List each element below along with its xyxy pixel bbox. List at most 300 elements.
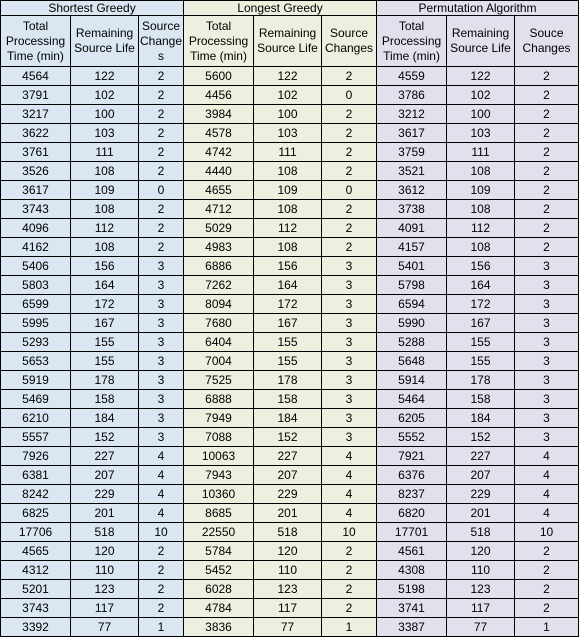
- table-cell: 0: [322, 181, 377, 200]
- table-cell: 2: [322, 238, 377, 257]
- table-cell: 201: [254, 504, 322, 523]
- table-cell: 4: [322, 504, 377, 523]
- table-cell: 158: [447, 390, 515, 409]
- table-cell: 2: [139, 219, 184, 238]
- table-cell: 4308: [377, 561, 447, 580]
- table-cell: 152: [71, 428, 139, 447]
- table-cell: 7680: [184, 314, 254, 333]
- table-cell: 5914: [377, 371, 447, 390]
- table-row: [1, 333, 579, 352]
- table-cell: 3: [139, 428, 184, 447]
- table-row: [1, 124, 579, 143]
- table-cell: 3984: [184, 105, 254, 124]
- table-cell: 2: [322, 542, 377, 561]
- table-cell: 518: [254, 523, 322, 542]
- table-cell: 178: [254, 371, 322, 390]
- table-cell: 122: [447, 67, 515, 86]
- table-cell: 3387: [377, 618, 447, 637]
- table-cell: 158: [254, 390, 322, 409]
- group-shortest-greedy: Shortest Greedy: [1, 1, 184, 16]
- table-cell: 167: [447, 314, 515, 333]
- table-row: [1, 295, 579, 314]
- table-cell: 6381: [1, 466, 71, 485]
- table-cell: 5648: [377, 352, 447, 371]
- table-cell: 2: [139, 542, 184, 561]
- table-cell: 3: [515, 371, 579, 390]
- table-cell: 184: [447, 409, 515, 428]
- table-cell: 109: [71, 181, 139, 200]
- table-cell: 100: [254, 105, 322, 124]
- table-cell: 172: [254, 295, 322, 314]
- table-cell: 4456: [184, 86, 254, 105]
- table-row: [1, 561, 579, 580]
- table-cell: 5557: [1, 428, 71, 447]
- table-cell: 110: [71, 561, 139, 580]
- table-cell: 10360: [184, 485, 254, 504]
- table-cell: 2: [139, 238, 184, 257]
- table-cell: 3: [322, 295, 377, 314]
- table-cell: 5653: [1, 352, 71, 371]
- table-cell: 2: [322, 143, 377, 162]
- table-row: [1, 390, 579, 409]
- table-cell: 167: [254, 314, 322, 333]
- table-cell: 108: [71, 238, 139, 257]
- table-cell: 5990: [377, 314, 447, 333]
- table-row: [1, 181, 579, 200]
- table-cell: 5293: [1, 333, 71, 352]
- table-cell: 5803: [1, 276, 71, 295]
- table-row: [1, 200, 579, 219]
- table-cell: 2: [515, 181, 579, 200]
- table-cell: 2: [139, 561, 184, 580]
- table-cell: 3392: [1, 618, 71, 637]
- table-cell: 4: [322, 466, 377, 485]
- table-row: [1, 409, 579, 428]
- table-cell: 111: [254, 143, 322, 162]
- table-cell: 109: [254, 181, 322, 200]
- table-cell: 5401: [377, 257, 447, 276]
- table-cell: 4559: [377, 67, 447, 86]
- table-cell: 4: [515, 466, 579, 485]
- table-cell: 3786: [377, 86, 447, 105]
- table-cell: 229: [71, 485, 139, 504]
- table-cell: 7921: [377, 447, 447, 466]
- table-cell: 152: [254, 428, 322, 447]
- table-cell: 7004: [184, 352, 254, 371]
- table-cell: 2: [515, 124, 579, 143]
- table-cell: 3617: [377, 124, 447, 143]
- table-cell: 3738: [377, 200, 447, 219]
- column-header: Remaining Source Life: [254, 16, 322, 67]
- table-cell: 3622: [1, 124, 71, 143]
- table-cell: 5288: [377, 333, 447, 352]
- table-cell: 4: [515, 504, 579, 523]
- table-cell: 4: [139, 466, 184, 485]
- table-cell: 103: [447, 124, 515, 143]
- table-cell: 2: [322, 561, 377, 580]
- table-cell: 3: [515, 390, 579, 409]
- table-cell: 3761: [1, 143, 71, 162]
- table-cell: 3: [515, 352, 579, 371]
- table-cell: 120: [447, 542, 515, 561]
- group-longest-greedy: Longest Greedy: [184, 1, 377, 16]
- table-cell: 2: [515, 580, 579, 599]
- table-cell: 122: [71, 67, 139, 86]
- table-cell: 5552: [377, 428, 447, 447]
- table-cell: 172: [71, 295, 139, 314]
- table-cell: 155: [447, 333, 515, 352]
- table-cell: 102: [254, 86, 322, 105]
- table-cell: 3: [322, 276, 377, 295]
- table-cell: 2: [322, 219, 377, 238]
- table-cell: 4712: [184, 200, 254, 219]
- table-cell: 3: [139, 352, 184, 371]
- table-cell: 3: [515, 409, 579, 428]
- group-header-row: [1, 1, 579, 16]
- table-cell: 2: [322, 200, 377, 219]
- table-cell: 108: [71, 162, 139, 181]
- table-cell: 3612: [377, 181, 447, 200]
- table-cell: 2: [515, 105, 579, 124]
- column-header: Source Changes: [139, 16, 184, 67]
- table-cell: 1: [322, 618, 377, 637]
- table-cell: 2: [322, 162, 377, 181]
- table-cell: 178: [447, 371, 515, 390]
- table-cell: 3: [322, 390, 377, 409]
- table-cell: 201: [71, 504, 139, 523]
- table-cell: 3: [139, 333, 184, 352]
- table-cell: 6210: [1, 409, 71, 428]
- table-cell: 5198: [377, 580, 447, 599]
- table-cell: 3526: [1, 162, 71, 181]
- table-cell: 4: [139, 485, 184, 504]
- table-cell: 110: [254, 561, 322, 580]
- table-cell: 0: [322, 86, 377, 105]
- table-cell: 155: [447, 352, 515, 371]
- table-cell: 2: [515, 162, 579, 181]
- table-cell: 108: [71, 200, 139, 219]
- table-cell: 3: [322, 257, 377, 276]
- table-cell: 10063: [184, 447, 254, 466]
- table-cell: 7525: [184, 371, 254, 390]
- table-row: [1, 86, 579, 105]
- table-row: [1, 67, 579, 86]
- table-cell: 4: [515, 447, 579, 466]
- table-cell: 4091: [377, 219, 447, 238]
- table-cell: 229: [254, 485, 322, 504]
- table-cell: 156: [254, 257, 322, 276]
- table-cell: 111: [447, 143, 515, 162]
- table-cell: 6599: [1, 295, 71, 314]
- table-cell: 5201: [1, 580, 71, 599]
- table-cell: 207: [71, 466, 139, 485]
- table-row: [1, 105, 579, 124]
- table-cell: 108: [254, 162, 322, 181]
- table-cell: 6205: [377, 409, 447, 428]
- table-cell: 123: [71, 580, 139, 599]
- table-cell: 77: [71, 618, 139, 637]
- table-cell: 164: [71, 276, 139, 295]
- table-cell: 3836: [184, 618, 254, 637]
- table-cell: 102: [71, 86, 139, 105]
- column-header: Remaining Source Life: [71, 16, 139, 67]
- table-body: [1, 67, 579, 637]
- table-cell: 5995: [1, 314, 71, 333]
- table-row: [1, 599, 579, 618]
- table-cell: 5798: [377, 276, 447, 295]
- column-header: Total Processing Time (min): [377, 16, 447, 67]
- table-cell: 3617: [1, 181, 71, 200]
- table-cell: 3: [139, 409, 184, 428]
- table-cell: 117: [447, 599, 515, 618]
- table-cell: 102: [447, 86, 515, 105]
- table-row: [1, 428, 579, 447]
- table-cell: 0: [139, 181, 184, 200]
- table-cell: 207: [447, 466, 515, 485]
- table-cell: 2: [322, 124, 377, 143]
- table-cell: 103: [254, 124, 322, 143]
- table-cell: 4440: [184, 162, 254, 181]
- table-cell: 17706: [1, 523, 71, 542]
- table-cell: 4: [139, 447, 184, 466]
- table-cell: 3: [322, 333, 377, 352]
- table-cell: 77: [447, 618, 515, 637]
- table-cell: 117: [71, 599, 139, 618]
- table-cell: 108: [254, 200, 322, 219]
- table-cell: 123: [447, 580, 515, 599]
- table-row: [1, 219, 579, 238]
- table-cell: 3521: [377, 162, 447, 181]
- table-cell: 4655: [184, 181, 254, 200]
- table-cell: 7949: [184, 409, 254, 428]
- table-cell: 112: [447, 219, 515, 238]
- table-cell: 10: [515, 523, 579, 542]
- table-cell: 4742: [184, 143, 254, 162]
- table-cell: 184: [71, 409, 139, 428]
- table-cell: 108: [447, 238, 515, 257]
- table-cell: 8094: [184, 295, 254, 314]
- table-cell: 3741: [377, 599, 447, 618]
- table-cell: 3: [515, 276, 579, 295]
- table-row: [1, 504, 579, 523]
- table-cell: 10: [322, 523, 377, 542]
- table-cell: 5452: [184, 561, 254, 580]
- table-cell: 117: [254, 599, 322, 618]
- column-header: Remaining Source Life: [447, 16, 515, 67]
- table-cell: 3: [139, 314, 184, 333]
- table-cell: 5919: [1, 371, 71, 390]
- table-cell: 2: [515, 542, 579, 561]
- table-cell: 3: [139, 390, 184, 409]
- table-cell: 4157: [377, 238, 447, 257]
- table-cell: 518: [71, 523, 139, 542]
- table-cell: 3: [515, 314, 579, 333]
- table-cell: 8685: [184, 504, 254, 523]
- table-cell: 4983: [184, 238, 254, 257]
- table-cell: 4096: [1, 219, 71, 238]
- table-cell: 4784: [184, 599, 254, 618]
- table-cell: 5784: [184, 542, 254, 561]
- table-row: [1, 257, 579, 276]
- table-cell: 3: [322, 409, 377, 428]
- table-cell: 4: [515, 485, 579, 504]
- table-cell: 2: [322, 599, 377, 618]
- table-cell: 8237: [377, 485, 447, 504]
- table-cell: 120: [71, 542, 139, 561]
- table-cell: 3: [515, 295, 579, 314]
- table-cell: 164: [447, 276, 515, 295]
- table-cell: 4: [322, 485, 377, 504]
- table-cell: 178: [71, 371, 139, 390]
- table-cell: 3: [322, 314, 377, 333]
- table-cell: 207: [254, 466, 322, 485]
- table-cell: 4: [322, 447, 377, 466]
- table-cell: 3: [322, 352, 377, 371]
- table-cell: 120: [254, 542, 322, 561]
- table-cell: 3: [515, 333, 579, 352]
- table-cell: 3: [515, 257, 579, 276]
- table-cell: 112: [254, 219, 322, 238]
- table-cell: 167: [71, 314, 139, 333]
- table-cell: 4578: [184, 124, 254, 143]
- table-cell: 4162: [1, 238, 71, 257]
- table-cell: 3217: [1, 105, 71, 124]
- table-cell: 201: [447, 504, 515, 523]
- table-cell: 112: [71, 219, 139, 238]
- table-cell: 155: [254, 333, 322, 352]
- table-cell: 156: [71, 257, 139, 276]
- table-cell: 122: [254, 67, 322, 86]
- table-cell: 7943: [184, 466, 254, 485]
- table-cell: 227: [71, 447, 139, 466]
- table-cell: 229: [447, 485, 515, 504]
- table-cell: 155: [71, 333, 139, 352]
- table-row: [1, 523, 579, 542]
- table-cell: 152: [447, 428, 515, 447]
- table-cell: 2: [515, 200, 579, 219]
- table-cell: 100: [447, 105, 515, 124]
- table-cell: 2: [322, 105, 377, 124]
- table-cell: 3: [515, 428, 579, 447]
- table-cell: 2: [515, 143, 579, 162]
- table-cell: 3: [139, 371, 184, 390]
- table-cell: 2: [515, 599, 579, 618]
- table-cell: 2: [139, 143, 184, 162]
- table-cell: 10: [139, 523, 184, 542]
- table-cell: 227: [254, 447, 322, 466]
- table-row: [1, 485, 579, 504]
- table-cell: 184: [254, 409, 322, 428]
- table-cell: 2: [322, 580, 377, 599]
- table-cell: 164: [254, 276, 322, 295]
- table-cell: 2: [515, 86, 579, 105]
- table-cell: 3: [322, 371, 377, 390]
- table-cell: 5469: [1, 390, 71, 409]
- table-cell: 155: [71, 352, 139, 371]
- table-cell: 2: [515, 238, 579, 257]
- table-cell: 5464: [377, 390, 447, 409]
- table-cell: 1: [139, 618, 184, 637]
- table-cell: 4564: [1, 67, 71, 86]
- table-cell: 77: [254, 618, 322, 637]
- table-cell: 108: [254, 238, 322, 257]
- table-row: [1, 580, 579, 599]
- table-cell: 4561: [377, 542, 447, 561]
- table-cell: 6886: [184, 257, 254, 276]
- table-cell: 6825: [1, 504, 71, 523]
- table-cell: 7262: [184, 276, 254, 295]
- table-cell: 6028: [184, 580, 254, 599]
- table-row: [1, 447, 579, 466]
- table-cell: 3: [139, 276, 184, 295]
- table-cell: 2: [515, 219, 579, 238]
- table-cell: 2: [139, 200, 184, 219]
- table-cell: 156: [447, 257, 515, 276]
- table-cell: 109: [447, 181, 515, 200]
- column-header: Total Processing Time (min): [184, 16, 254, 67]
- table-cell: 100: [71, 105, 139, 124]
- table-cell: 1: [515, 618, 579, 637]
- table-cell: 3: [322, 428, 377, 447]
- table-row: [1, 618, 579, 637]
- table-cell: 6888: [184, 390, 254, 409]
- table-cell: 2: [515, 67, 579, 86]
- table-cell: 6404: [184, 333, 254, 352]
- table-cell: 2: [139, 599, 184, 618]
- table-cell: 2: [139, 105, 184, 124]
- column-header: Souce Changes: [515, 16, 579, 67]
- table-cell: 518: [447, 523, 515, 542]
- table-cell: 2: [139, 86, 184, 105]
- table-cell: 5406: [1, 257, 71, 276]
- table-cell: 4: [139, 504, 184, 523]
- table-cell: 17701: [377, 523, 447, 542]
- table-cell: 2: [139, 162, 184, 181]
- table-cell: 4312: [1, 561, 71, 580]
- table-cell: 2: [322, 67, 377, 86]
- table-cell: 110: [447, 561, 515, 580]
- table-cell: 103: [71, 124, 139, 143]
- table-cell: 4565: [1, 542, 71, 561]
- table-row: [1, 314, 579, 333]
- table-cell: 108: [447, 162, 515, 181]
- table-cell: 6376: [377, 466, 447, 485]
- table-row: [1, 162, 579, 181]
- table-cell: 3: [139, 295, 184, 314]
- table-cell: 2: [515, 561, 579, 580]
- table-cell: 2: [139, 580, 184, 599]
- table-cell: 108: [447, 200, 515, 219]
- table-cell: 6820: [377, 504, 447, 523]
- column-header-row: [1, 16, 579, 67]
- table-cell: 3: [139, 257, 184, 276]
- table-row: [1, 352, 579, 371]
- table-cell: 6594: [377, 295, 447, 314]
- table-cell: 3743: [1, 200, 71, 219]
- table-cell: 22550: [184, 523, 254, 542]
- table-cell: 123: [254, 580, 322, 599]
- table-cell: 3791: [1, 86, 71, 105]
- table-row: [1, 371, 579, 390]
- table-cell: 2: [139, 124, 184, 143]
- table-cell: 5029: [184, 219, 254, 238]
- table-cell: 155: [254, 352, 322, 371]
- table-cell: 172: [447, 295, 515, 314]
- table-row: [1, 542, 579, 561]
- table-cell: 2: [139, 67, 184, 86]
- table-cell: 227: [447, 447, 515, 466]
- column-header: Source Changes: [322, 16, 377, 67]
